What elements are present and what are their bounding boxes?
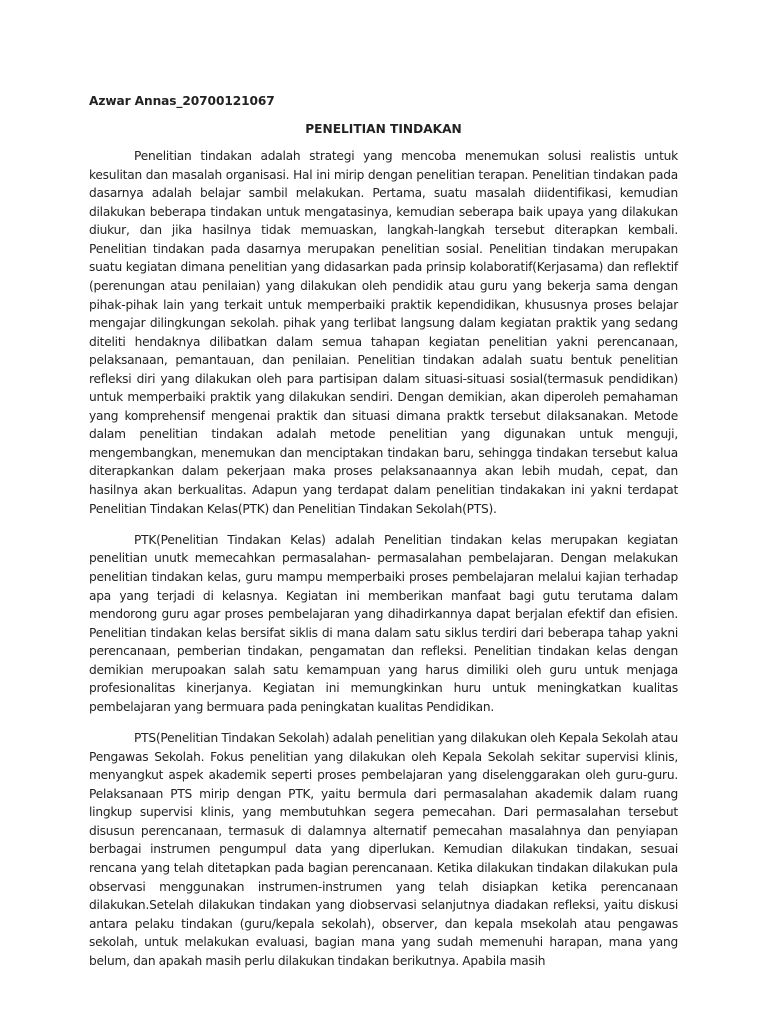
paragraph-intro: Penelitian tindakan adalah strategi yang mencoba menemukan solusi realistis untuk kesulitan dan masalah organisasi. Hal ini mirip dengan penelitian terapan. Penelitian tindakan pada dasarnya adalah belajar sambil melakukan. Pertama, suatu masalah diidentifikasi, kemudian dilakukan beberapa tindakan untuk mengatasinya, kemudian seberapa baik upaya yang dilakukan diukur, dan jika hasilnya tidak memuaskan, langkah-langkah tersebut diterapkan kembali. Penelitian tindakan pada dasarnya merupakan penelitian sosial. Penelitian tindakan merupakan suatu kegiatan dimana penelitian yang didasarkan pada prinsip kolaboratif(Kerjasama) dan reflektif (perenungan atau penilaian) yang dilakukan oleh pendidik atau guru yang bekerja sama dengan pihak-pihak lain yang terkait untuk memperbaiki praktik kependidikan, khususnya proses belajar mengajar dilingkungan sekolah. pihak yang terlibat langsung dalam kegiatan praktik yang sedang diteliti hendaknya dilibatkan dalam semua tahapan kegiatan penelitian yakni perencanaan, pelaksanaan, pemantauan, dan penilaian. Penelitian tindakan adalah suatu bentuk penelitian refleksi diri yang dilakukan oleh para partisipan dalam situasi-situasi sosial(termasuk pendidikan) untuk memperbaiki praktik yang dilakukan sendiri. Dengan demikian, akan diperoleh pemahaman yang komprehensif mengenai praktik dan situasi dimana praktk tersebut dilaksanakan. Metode dalam penelitian tindakan adalah metode penelitian yang digunakan untuk menguji, mengembangkan, menemukan dan menciptakan tindakan baru, sehingga tindakan tersebut kalua diterapkankan dalam pekerjaan maka proses pelaksanaannya akan lebih mudah, cepat, dan hasilnya akan berkualitas. Adapun yang terdapat dalam penelitian tindakakan ini yakni terdapat Penelitian Tindakan Kelas(PTK) dan Penelitian Tindakan Sekolah(PTS). (89, 149, 678, 516)
author-line: Azwar Annas_20700121067 (89, 94, 275, 108)
paragraph-pts: PTS(Penelitian Tindakan Sekolah) adalah penelitian yang dilakukan oleh Kepala Sekolah atau Pengawas Sekolah. Fokus penelitian yang dilakukan oleh Kepala Sekolah sekitar supervisi klinis, menyangkut aspek akademik seperti proses pembelajaran yang diselenggarakan oleh guru-guru. Pelaksanaan PTS mirip dengan PTK, yaitu bermula dari permasalahan akademik dalam ruang lingkup supervisi klinis, yang membutuhkan segera pemecahan. Dari permasalahan tersebut disusun perencanaan, termasuk di dalamnya alternatif pemecahan masalahnya dan penyiapan berbagai instrumen pengumpul data yang diperlukan. Kemudian dilakukan tindakan, sesuai rencana yang telah ditetapkan pada bagian perencanaan. Ketika dilakukan tindakan dilakukan pula observasi menggunakan instrumen-instrumen yang telah disiapkan ketika perencanaan dilakukan.Setelah dilakukan tindakan yang diobservasi selanjutnya diadakan refleksi, yaitu diskusi antara pelaku tindakan (guru/kepala sekolah), observer, dan kepala msekolah atau pengawas sekolah, untuk melakukan evaluasi, bagian mana yang sudah memenuhi harapan, mana yang belum, dan apakah masih perlu dilakukan tindakan berikutnya. Apabila masih (89, 731, 678, 968)
document-title: PENELITIAN TINDAKAN (305, 121, 462, 136)
paragraph-ptk: PTK(Penelitian Tindakan Kelas) adalah Penelitian tindakan kelas merupakan kegiatan penelitian unutk memecahkan permasalahan- permasalahan pembelajaran. Dengan melakukan penelitian tindakan kelas, guru mampu memperbaiki proses pembelajaran melalui kajian terhadap apa yang terjadi di kelasnya. Kegiatan ini memberikan manfaat bagi gutu terutama dalam mendorong guru agar proses pembelajaran yang dihadirkannya dapat berjalan efektif dan efisien. Penelitian tindakan kelas bersifat siklis di mana dalam satu siklus terdiri dari beberapa tahap yakni perencanaan, pemberian tindakan, pengamatan dan refleksi. Penelitian tindakan kelas dengan demikian merupoakan salah satu kemampuan yang harus dimiliki oleh guru untuk menjaga profesionalitas kinerjanya. Kegiatan ini memungkinkan huru untuk meningkatkan kualitas pembelajaran yang bermuara pada peningkatan kualitas Pendidikan. (89, 532, 678, 714)
document-body (89, 92, 678, 983)
